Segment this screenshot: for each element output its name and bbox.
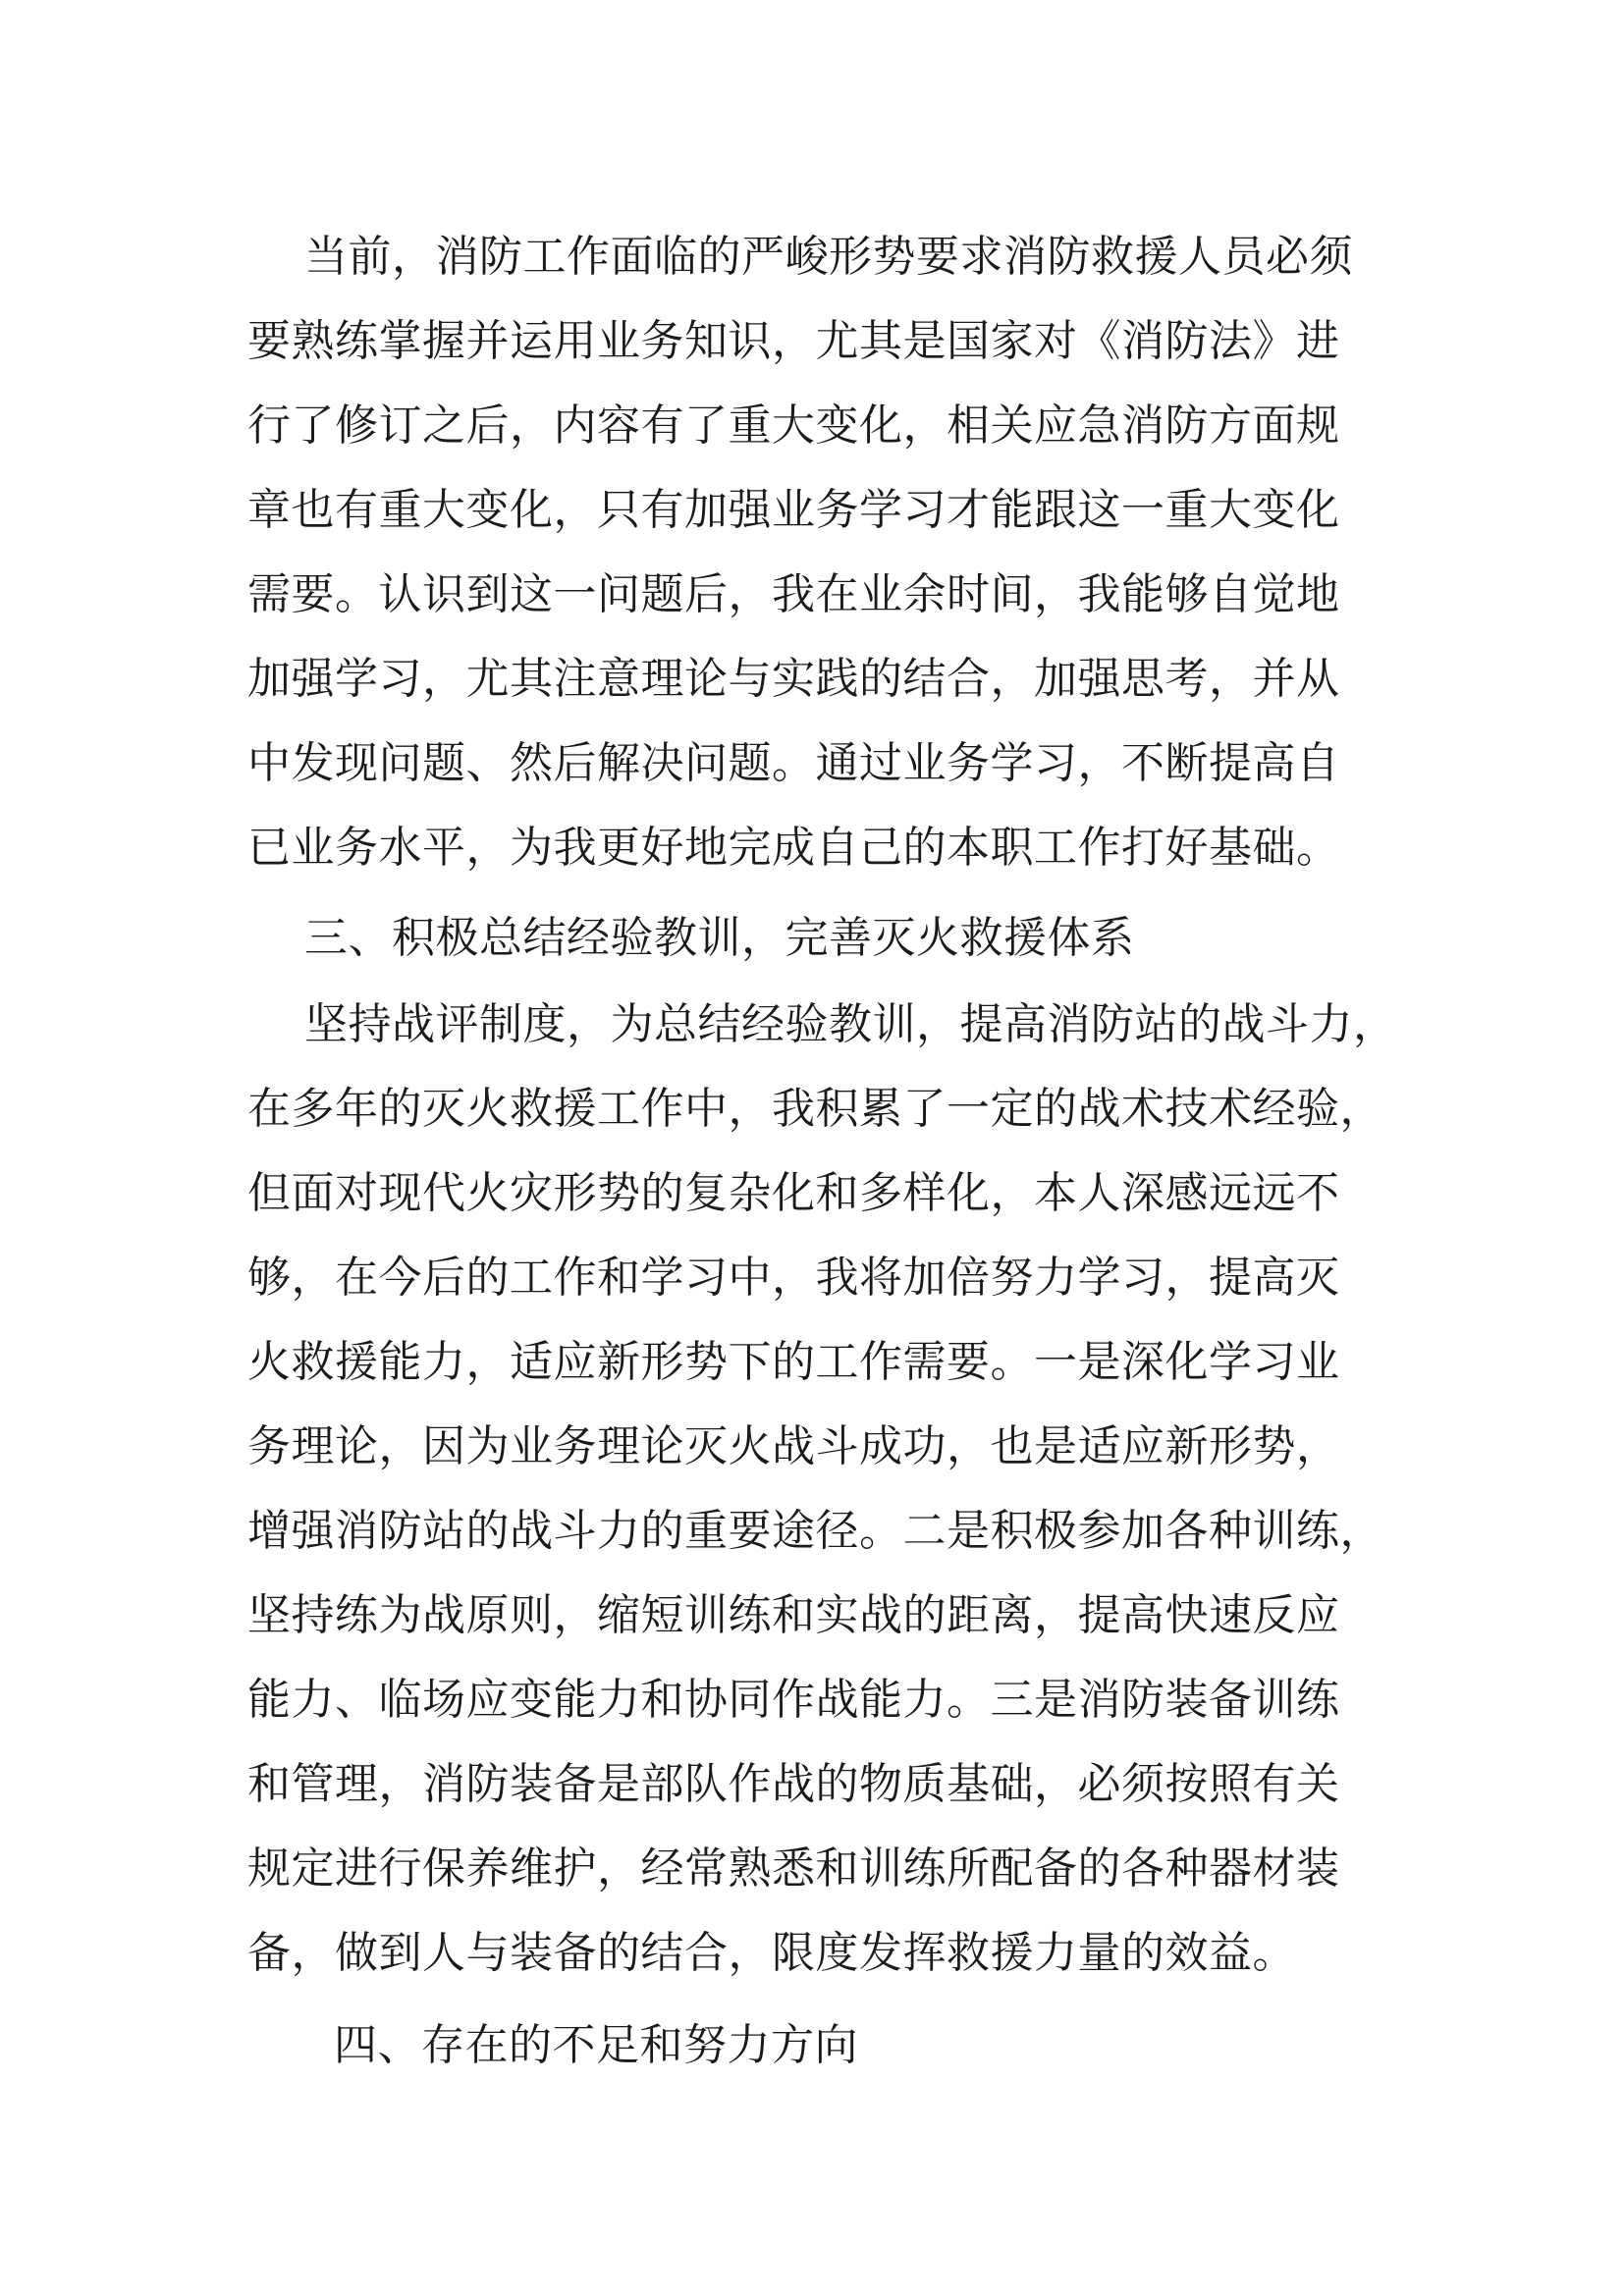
paragraph-line: 加强学习，尤其注意理论与实践的结合，加强思考，并从	[247, 654, 1340, 704]
paragraph-line: 需要。认识到这一问题后，我在业余时间，我能够自觉地	[247, 569, 1340, 619]
paragraph-line: 火救援能力，适应新形势下的工作需要。一是深化学习业	[247, 1337, 1340, 1387]
paragraph-line: 务理论，因为业务理论灭火战斗成功，也是适应新形势，	[247, 1421, 1340, 1471]
paragraph-line: 已业务水平，为我更好地完成自己的本职工作打好基础。	[247, 823, 1340, 873]
paragraph-line: 和管理，消防装备是部队作战的物质基础，必须按照有关	[247, 1759, 1340, 1809]
paragraph-line: 在多年的灭火救援工作中，我积累了一定的战术技术经验，	[247, 1084, 1383, 1134]
paragraph-line: 坚持战评制度，为总结经验教训，提高消防站的战斗力，	[304, 999, 1397, 1049]
paragraph-line: 要熟练掌握并运用业务知识，尤其是国家对《消防法》进	[247, 316, 1340, 366]
paragraph-line: 中发现问题、然后解决问题。通过业务学习，不断提高自	[247, 738, 1340, 788]
paragraph-line: 章也有重大变化，只有加强业务学习才能跟这一重大变化	[247, 485, 1340, 535]
paragraph-line: 但面对现代火灾形势的复杂化和多样化，本人深感远远不	[247, 1168, 1340, 1218]
paragraph-line: 规定进行保养维护，经常熟悉和训练所配备的各种器材装	[247, 1843, 1340, 1894]
paragraph-line: 坚持练为战原则，缩短训练和实战的距离，提高快速反应	[247, 1590, 1340, 1640]
paragraph-line: 增强消防站的战斗力的重要途径。二是积极参加各种训练，	[247, 1506, 1383, 1556]
paragraph-line: 行了修订之后，内容有了重大变化，相关应急消防方面规	[247, 400, 1340, 451]
section-heading: 四、存在的不足和努力方向	[334, 2020, 858, 2070]
paragraph-line: 能力、临场应变能力和协同作战能力。三是消防装备训练	[247, 1675, 1340, 1725]
paragraph-line: 当前，消防工作面临的严峻形势要求消防救援人员必须	[304, 232, 1353, 282]
section-heading: 三、积极总结经验教训，完善灭火救援体系	[304, 913, 1135, 963]
paragraph-line: 够，在今后的工作和学习中，我将加倍努力学习，提高灭	[247, 1253, 1340, 1303]
paragraph-line: 备，做到人与装备的结合，限度发挥救援力量的效益。	[247, 1928, 1296, 1978]
